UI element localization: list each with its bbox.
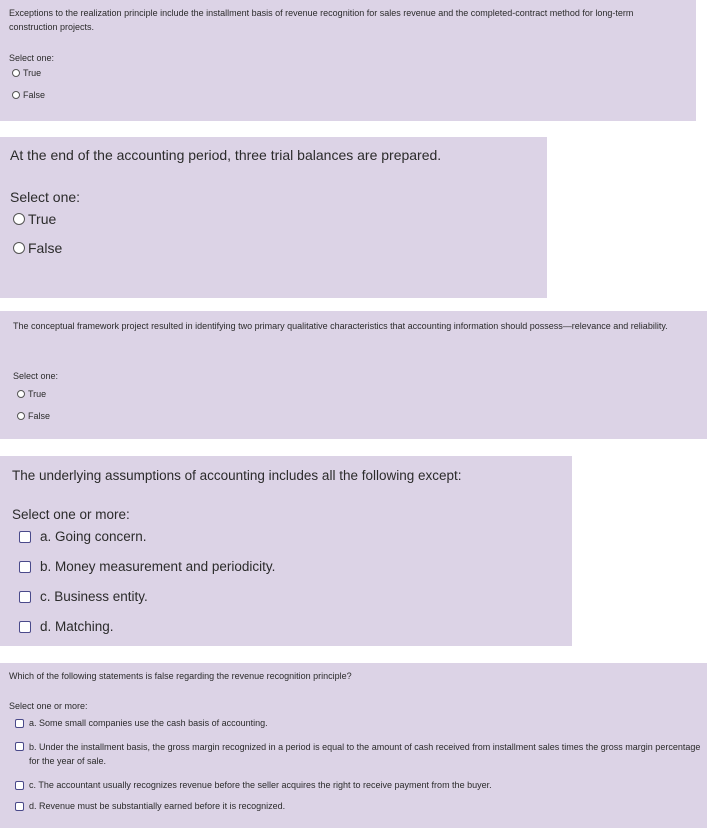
option-d[interactable]	[15, 801, 285, 811]
option-b[interactable]	[15, 740, 705, 768]
question-card-4	[0, 456, 572, 646]
option-label: c. The accountant usually recognizes revenue before the seller acquires the right to receive payment from the buyer.	[29, 780, 492, 790]
option-label: a. Going concern.	[40, 529, 147, 544]
radio-button[interactable]	[17, 412, 25, 420]
checkbox[interactable]	[19, 621, 31, 633]
radio-button[interactable]	[12, 69, 20, 77]
checkbox[interactable]	[15, 781, 24, 790]
question-text: At the end of the accounting period, three trial balances are prepared.	[10, 147, 442, 163]
question-text: The conceptual framework project resulted in identifying two primary qualitative characteristics that accounting information should possess—relevance and reliability.	[13, 321, 668, 331]
select-one-label: Select one:	[10, 189, 81, 205]
checkbox[interactable]	[19, 531, 31, 543]
checkbox[interactable]	[15, 719, 24, 728]
option-true[interactable]	[17, 389, 46, 399]
radio-button[interactable]	[12, 91, 20, 99]
option-c[interactable]	[19, 589, 148, 604]
option-label: b. Money measurement and periodicity.	[40, 559, 276, 574]
option-label: True	[28, 211, 57, 227]
option-a[interactable]	[19, 529, 147, 544]
option-label: False	[28, 240, 63, 256]
question-card-2	[0, 137, 547, 298]
option-label: True	[28, 389, 47, 399]
option-d[interactable]	[19, 619, 114, 634]
question-text: The underlying assumptions of accounting includes all the following except:	[12, 468, 462, 483]
question-text: Exceptions to the realization principle include the installment basis of revenue recognition for sales revenue and the completed-contract method for long-term construction projects.	[9, 8, 634, 32]
option-label: c. Business entity.	[40, 589, 148, 604]
checkbox[interactable]	[19, 591, 31, 603]
option-false[interactable]	[12, 90, 45, 100]
option-true[interactable]	[13, 211, 56, 227]
option-false[interactable]	[13, 240, 62, 256]
select-one-or-more-label: Select one or more:	[12, 507, 130, 522]
checkbox[interactable]	[15, 742, 24, 751]
option-c[interactable]	[15, 780, 492, 790]
radio-button[interactable]	[17, 390, 25, 398]
radio-button[interactable]	[13, 242, 25, 254]
option-false[interactable]	[17, 411, 50, 421]
option-label: True	[23, 68, 42, 78]
question-card-5	[0, 663, 707, 828]
option-b[interactable]	[19, 559, 275, 574]
select-one-label: Select one:	[9, 53, 55, 63]
option-label: d. Matching.	[40, 619, 114, 634]
option-label: False	[23, 90, 46, 100]
radio-button[interactable]	[13, 213, 25, 225]
checkbox[interactable]	[19, 561, 31, 573]
select-one-label: Select one:	[13, 371, 59, 381]
question-text: Which of the following statements is false regarding the revenue recognition principle?	[9, 671, 352, 681]
question-card-1	[0, 0, 696, 121]
select-one-or-more-label: Select one or more:	[9, 701, 88, 711]
option-label: False	[28, 411, 51, 421]
option-label: b. Under the installment basis, the gross margin recognized in a period is equal to the amount of cash received from installment sales times the gross margin percentage for the year of sale.	[29, 742, 701, 766]
question-card-3	[0, 311, 707, 439]
option-a[interactable]	[15, 718, 268, 728]
option-true[interactable]	[12, 68, 41, 78]
option-label: d. Revenue must be substantially earned before it is recognized.	[29, 801, 286, 811]
checkbox[interactable]	[15, 802, 24, 811]
option-label: a. Some small companies use the cash basis of accounting.	[29, 718, 268, 728]
